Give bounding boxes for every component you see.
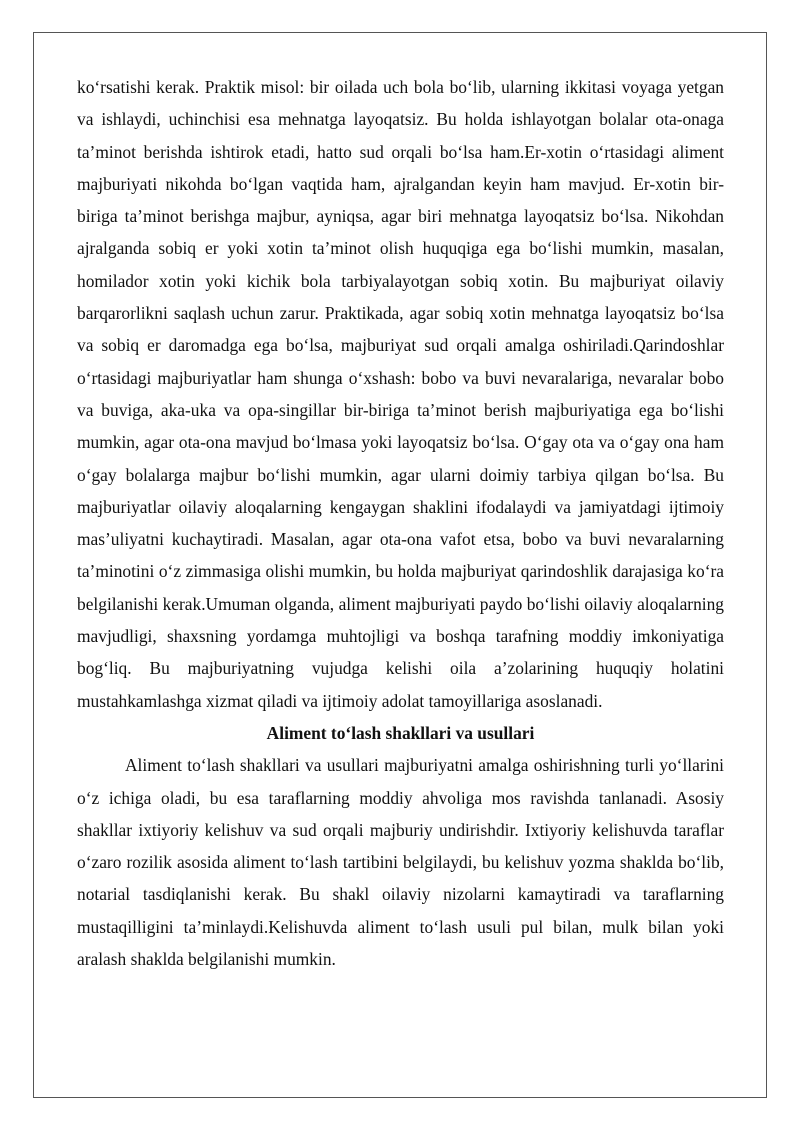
section-heading: Aliment to‘lash shakllari va usullari [266, 722, 535, 743]
document-body [77, 71, 724, 975]
body-paragraph: Aliment to‘lash shakllari va usullari majburiyatni amalga oshirishning turli yo‘llarini o‘z ichiga oladi, bu esa taraflarning moddiy ahvoliga mos ravishda tanlanadi. Asosiy shakllar ixtiyoriy kelishuv va sud orqali majburiy undirishdir. Ixtiyoriy kelishuvda taraflar o‘zaro rozilik asosida aliment to‘lash tartibini belgilaydi, bu kelishuv yozma shaklda bo‘lib, notarial tasdiqlanishi kerak. Bu shakl oilaviy nizolarni kamaytiradi va taraflarning mustaqilligini ta’minlaydi.Kelishuvda aliment to‘lash usuli pul bilan, mulk bilan yoki aralash shaklda belgilanishi mumkin. [77, 755, 724, 970]
body-paragraph: ko‘rsatishi kerak. Praktik misol: bir oilada uch bola bo‘lib, ularning ikkitasi voyaga yetgan va ishlaydi, uchinchisi esa mehnatga layoqatsiz. Bu holda ishlayotgan bolalar ota-onaga ta’minot berishda ishtirok etadi, hatto sud orqali bo‘lsa ham.Er-xotin o‘rtasidagi aliment majburiyati nikohda bo‘lgan vaqtida ham, ajralgandan keyin ham mavjud. Er-xotin bir-biriga ta’minot berishga majbur, ayniqsa, agar biri mehnatga layoqatsiz bo‘lsa. Nikohdan ajralganda sobiq er yoki xotin ta’minot olish huquqiga ega bo‘lishi mumkin, masalan, homilador xotin yoki kichik bola tarbiyalayotgan sobiq xotin. Bu majburiyat oilaviy barqarorlikni saqlash uchun zarur. Praktikada, agar sobiq xotin mehnatga layoqatsiz bo‘lsa va sobiq er daromadga ega bo‘lsa, majburiyat sud orqali amalga oshiriladi.Qarindoshlar o‘rtasidagi majburiyatlar ham shunga o‘xshash: bobo va buvi nevaralariga, nevaralar bobo va buviga, aka-uka va opa-singillar bir-biriga ta’minot berish majburiyatiga ega bo‘lishi mumkin, agar ota-ona mavjud bo‘lmasa yoki layoqatsiz bo‘lsa. O‘gay ota va o‘gay ona ham o‘gay bolalarga majbur bo‘lishi mumkin, agar ularni doimiy tarbiya qilgan bo‘lsa. Bu majburiyatlar oilaviy aloqalarning kengaygan shaklini ifodalaydi va jamiyatdagi ijtimoiy mas’uliyatni kuchaytiradi. Masalan, agar ota-ona vafot etsa, bobo va buvi nevaralarning ta’minotini o‘z zimmasiga olishi mumkin, bu holda majburiyat qarindoshlik darajasiga ko‘ra belgilanishi kerak.Umuman olganda, aliment majburiyati paydo bo‘lishi oilaviy aloqalarning mavjudligi, shaxsning yordamga muhtojligi va boshqa tarafning moddiy imkoniyatiga bog‘liq. Bu majburiyatning vujudga kelishi oila a’zolarining huquqiy holatini mustahkamlashga xizmat qiladi va ijtimoiy adolat tamoyillariga asoslanadi. [77, 77, 724, 711]
